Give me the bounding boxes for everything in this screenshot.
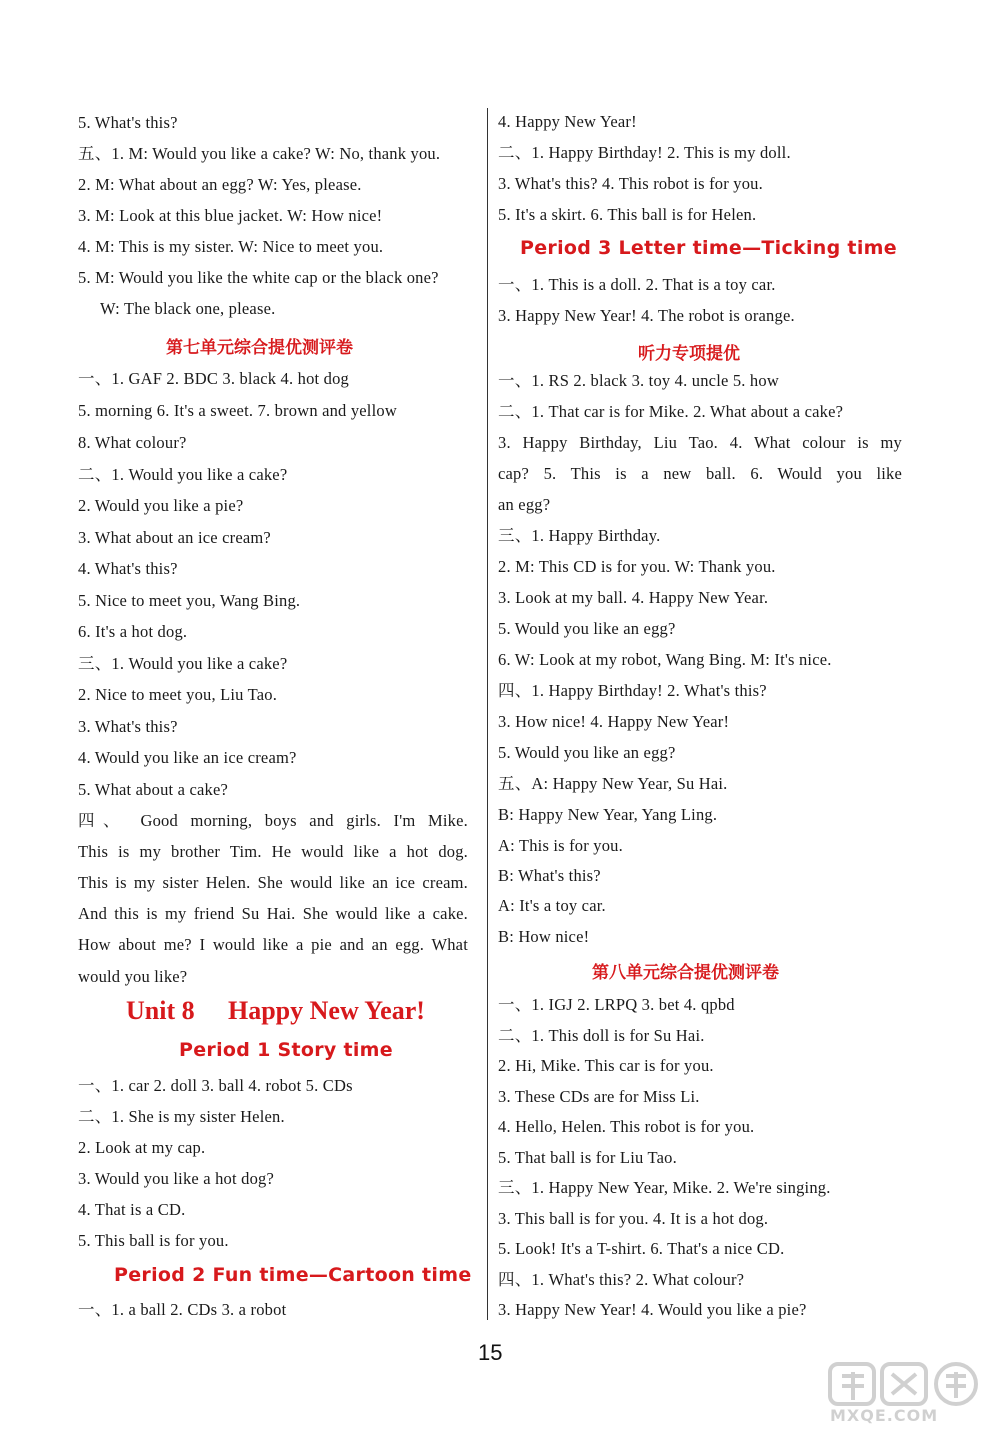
answer-line: 2. M: This CD is for you. W: Thank you. [498, 557, 776, 576]
answer-line: B: How nice! [498, 927, 590, 946]
answer-line: 一、1. IGJ 2. LRPQ 3. bet 4. qpbd [498, 995, 735, 1014]
answer-line: 5. Would you like an egg? [498, 743, 676, 762]
answer-line: 5. Would you like an egg? [498, 619, 676, 638]
passage-line: How about me? I would like a pie and an egg. What [78, 935, 468, 954]
passage-line: would you like? [78, 967, 188, 986]
answer-line: 4. That is a CD. [78, 1200, 186, 1219]
answer-line: 4. Would you like an ice cream? [78, 748, 297, 767]
answer-line: 3. What's this? [78, 717, 178, 736]
period-heading: Period 1 Story time [179, 1039, 393, 1061]
column-divider [487, 108, 488, 1320]
passage-line: This is my sister Helen. She would like an ice cream. [78, 873, 468, 892]
watermark-text: MXQE.COM [830, 1406, 939, 1425]
answer-line: cap? 5. This is a new ball. 6. Would you like [498, 464, 902, 483]
answer-line: 4. M: This is my sister. W: Nice to meet you. [78, 237, 384, 256]
unit-number: Unit 8 [126, 996, 195, 1025]
answer-line: B: Happy New Year, Yang Ling. [498, 805, 718, 824]
answer-line: 3. How nice! 4. Happy New Year! [498, 712, 730, 731]
answer-line: 三、1. Happy Birthday. [498, 526, 661, 545]
answer-line: 一、1. This is a doll. 2. That is a toy car. [498, 275, 776, 294]
answer-line: 一、1. a ball 2. CDs 3. a robot [78, 1300, 287, 1319]
answer-line: 5. Nice to meet you, Wang Bing. [78, 591, 301, 610]
answer-line: 2. Nice to meet you, Liu Tao. [78, 685, 278, 704]
section-heading-unit8-test: 第八单元综合提优测评卷 [592, 963, 779, 983]
answer-line: 5. Look! It's a T-shirt. 6. That's a nice CD. [498, 1239, 785, 1258]
answer-line: 二、1. This doll is for Su Hai. [498, 1026, 705, 1045]
answer-line: B: What's this? [498, 866, 601, 885]
answer-line: 2. Would you like a pie? [78, 496, 244, 515]
answer-line: 5. It's a skirt. 6. This ball is for Helen. [498, 205, 757, 224]
answer-line: A: It's a toy car. [498, 896, 606, 915]
answer-line: 3. These CDs are for Miss Li. [498, 1087, 700, 1106]
answer-line: 3. This ball is for you. 4. It is a hot dog. [498, 1209, 769, 1228]
answer-line: 一、1. RS 2. black 3. toy 4. uncle 5. how [498, 371, 779, 390]
answer-line: 3. Happy Birthday, Liu Tao. 4. What colour is my [498, 433, 902, 452]
watermark [820, 1360, 990, 1430]
answer-line: 2. Hi, Mike. This car is for you. [498, 1056, 714, 1075]
passage-line: 四、 Good morning, boys and girls. I'm Mike. [78, 811, 468, 830]
answer-line: 二、1. She is my sister Helen. [78, 1107, 285, 1126]
answer-line: 6. W: Look at my robot, Wang Bing. M: It's nice. [498, 650, 832, 669]
answer-line: 二、1. That car is for Mike. 2. What about a cake? [498, 402, 844, 421]
unit-title: Happy New Year! [228, 996, 425, 1025]
answer-line: 4. Happy New Year! [498, 112, 637, 131]
answer-line: 二、1. Happy Birthday! 2. This is my doll. [498, 143, 791, 162]
answer-line: 3. What's this? 4. This robot is for you. [498, 174, 763, 193]
answer-line: 五、A: Happy New Year, Su Hai. [498, 774, 728, 793]
answer-line: 3. Happy New Year! 4. Would you like a pie? [498, 1300, 807, 1319]
answer-line: 2. Look at my cap. [78, 1138, 206, 1157]
answer-line: 3. Would you like a hot dog? [78, 1169, 274, 1188]
answer-line: 5. What's this? [78, 113, 178, 132]
answer-line: 4. Hello, Helen. This robot is for you. [498, 1117, 755, 1136]
answer-line: 三、1. Happy New Year, Mike. 2. We're singing. [498, 1178, 831, 1197]
passage-line: This is my brother Tim. He would like a hot dog. [78, 842, 468, 861]
period-heading: Period 3 Letter time—Ticking time [520, 237, 897, 259]
answer-line: 3. M: Look at this blue jacket. W: How nice! [78, 206, 383, 225]
answer-line: 三、1. Would you like a cake? [78, 654, 288, 673]
answer-line: 6. It's a hot dog. [78, 622, 188, 641]
answer-line: 四、1. Happy Birthday! 2. What's this? [498, 681, 767, 700]
answer-line: 3. What about an ice cream? [78, 528, 271, 547]
answer-line: 5. morning 6. It's a sweet. 7. brown and yellow [78, 401, 397, 420]
page-number: 15 [478, 1340, 503, 1365]
answer-line: 5. That ball is for Liu Tao. [498, 1148, 677, 1167]
answer-line: 2. M: What about an egg? W: Yes, please. [78, 175, 362, 194]
answer-line: 一、1. car 2. doll 3. ball 4. robot 5. CDs [78, 1076, 353, 1095]
section-heading-listening: 听力专项提优 [638, 344, 740, 364]
answer-line: A: This is for you. [498, 836, 623, 855]
answer-line: 3. Happy New Year! 4. The robot is orange. [498, 306, 795, 325]
answer-line: 一、1. GAF 2. BDC 3. black 4. hot dog [78, 369, 349, 388]
answer-line: 5. This ball is for you. [78, 1231, 229, 1250]
answer-line: 五、1. M: Would you like a cake? W: No, thank you. [78, 144, 441, 163]
passage-line: And this is my friend Su Hai. She would like a cake. [78, 904, 468, 923]
answer-line: 二、1. Would you like a cake? [78, 465, 288, 484]
section-heading-unit7-test: 第七单元综合提优测评卷 [166, 338, 353, 358]
answer-line: W: The black one, please. [100, 299, 276, 318]
watermark-logo-icon [820, 1360, 990, 1408]
answer-line: 四、1. What's this? 2. What colour? [498, 1270, 745, 1289]
answer-line: 5. What about a cake? [78, 780, 229, 799]
answer-line: an egg? [498, 495, 551, 514]
answer-line: 3. Look at my ball. 4. Happy New Year. [498, 588, 769, 607]
answer-line: 4. What's this? [78, 559, 178, 578]
period-heading: Period 2 Fun time—Cartoon time [114, 1264, 472, 1286]
answer-line: 8. What colour? [78, 433, 187, 452]
answer-line: 5. M: Would you like the white cap or the black one? [78, 268, 439, 287]
